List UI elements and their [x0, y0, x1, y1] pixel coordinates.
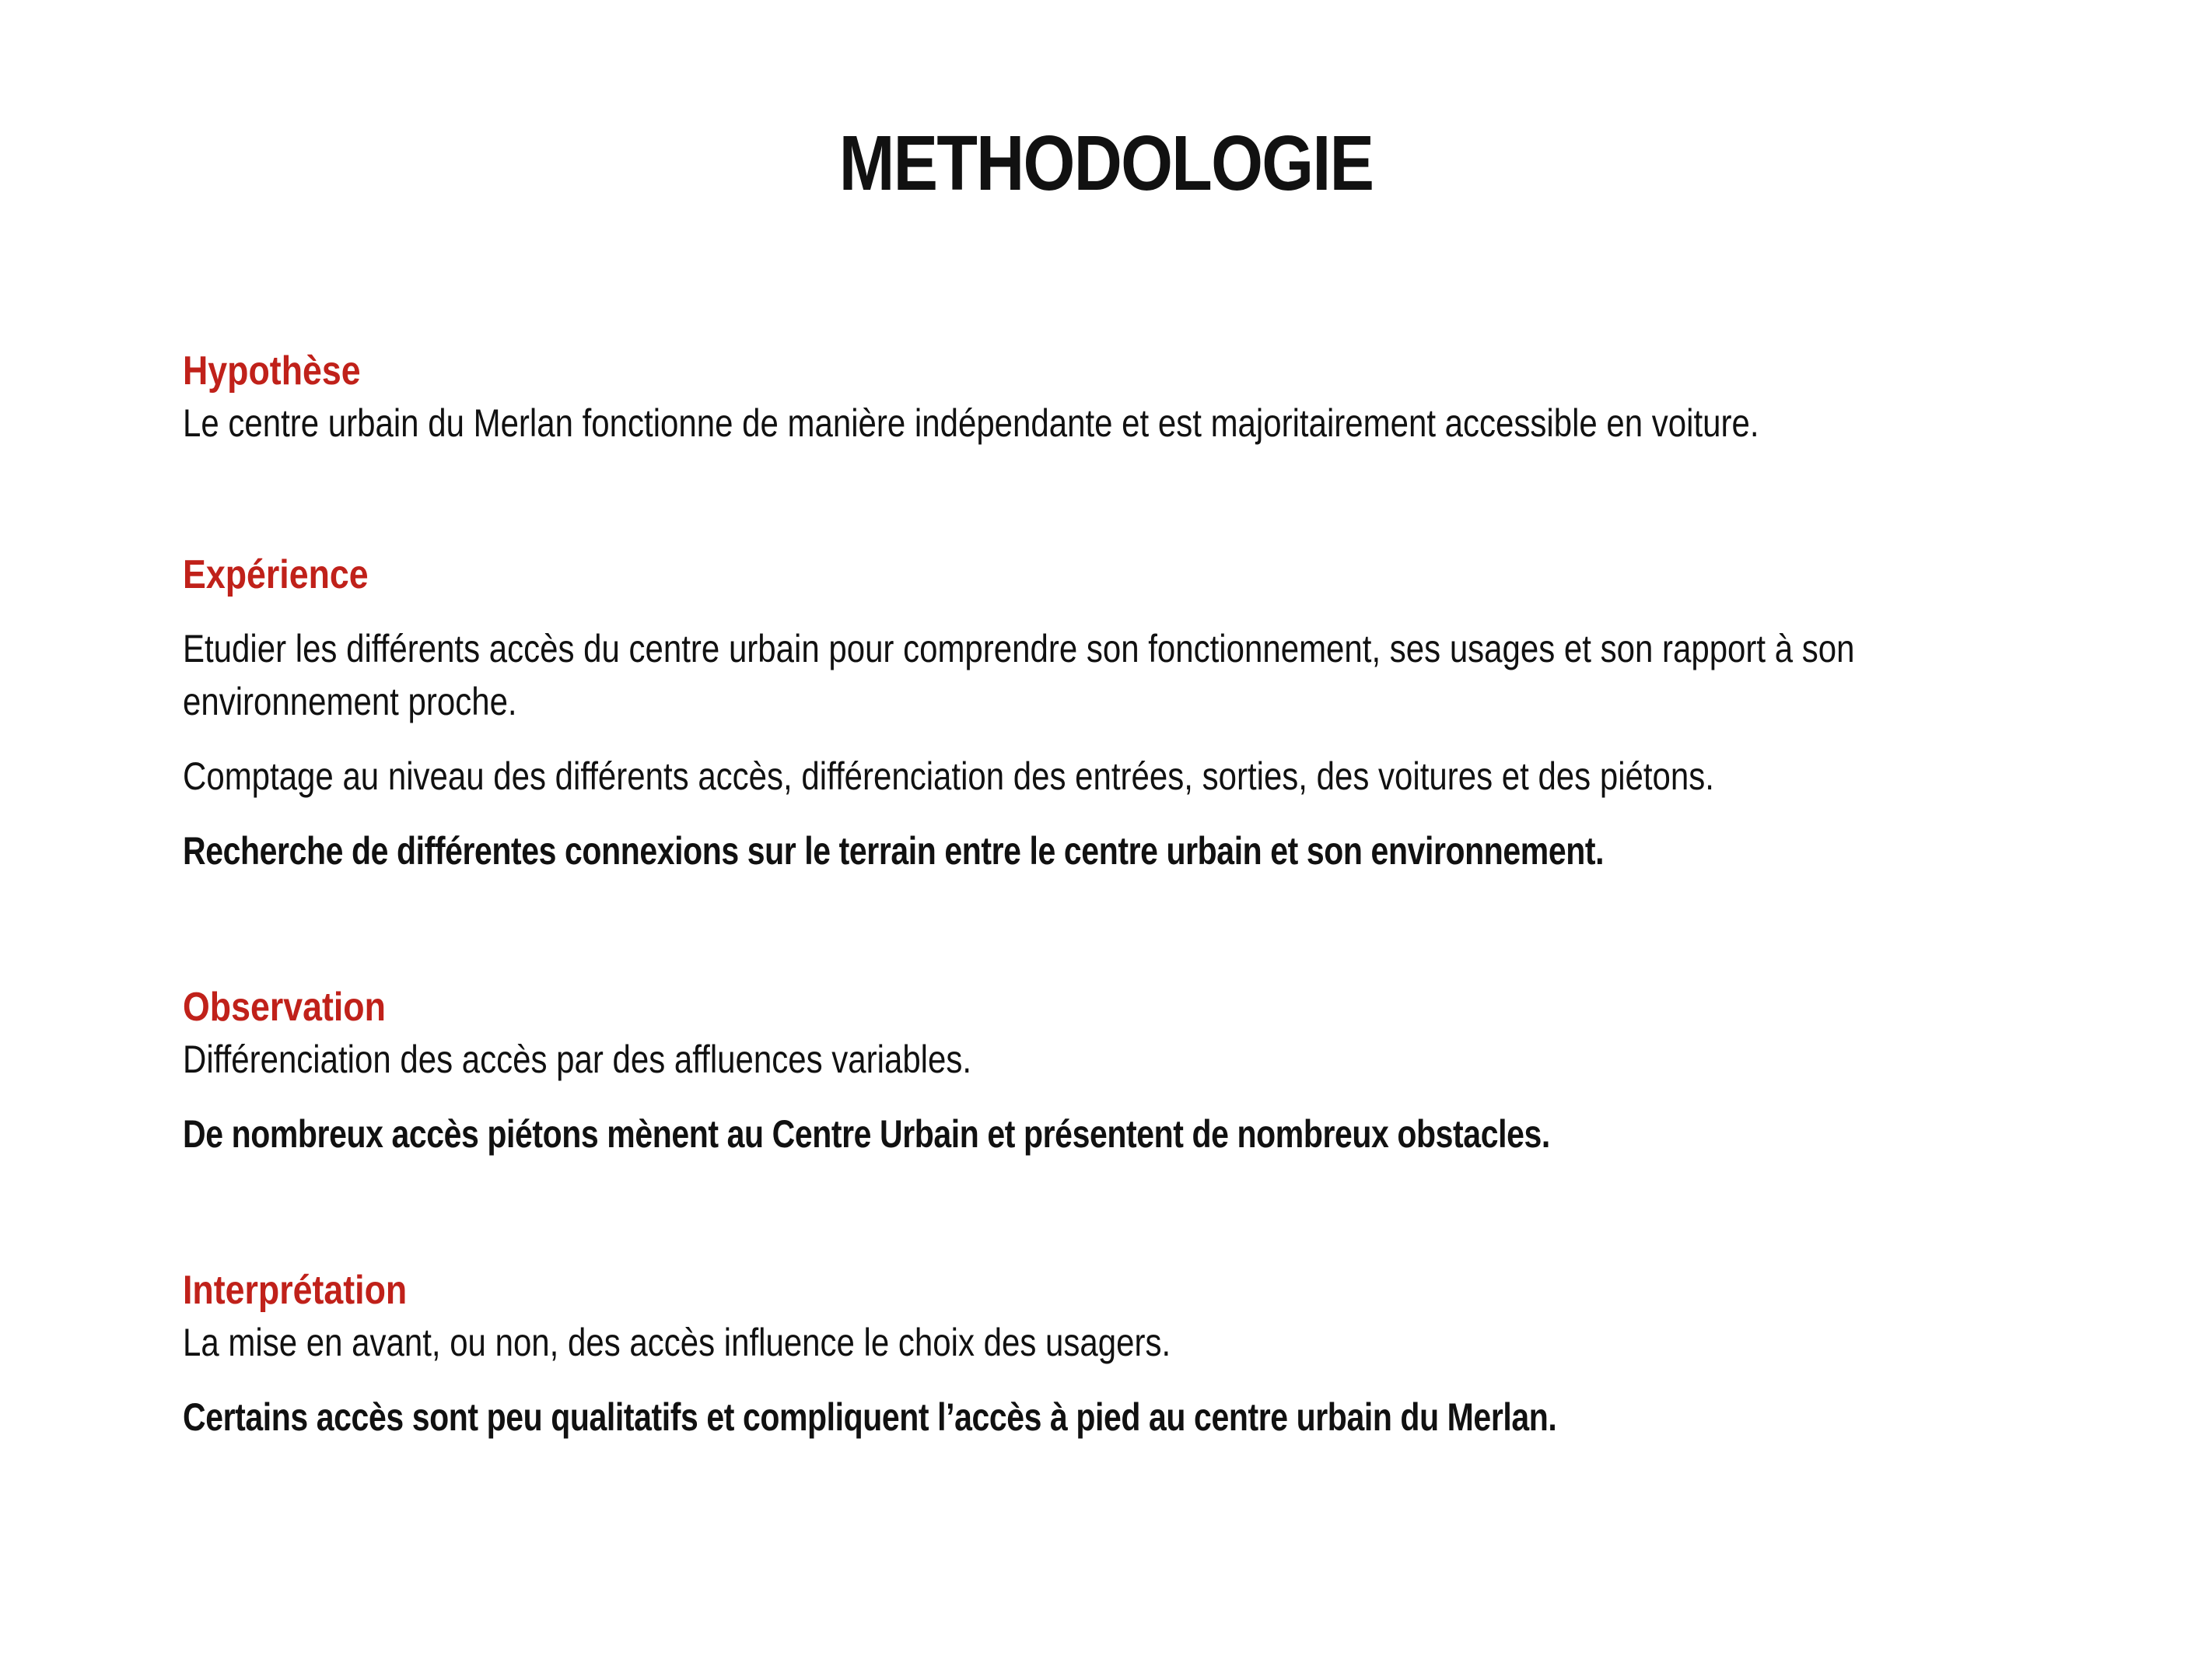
section-hypothese	[183, 345, 2081, 450]
section-heading: Hypothèse	[183, 348, 361, 394]
section-paragraph-emphasis: De nombreux accès piétons mènent au Centre Urbain et présentent de nombreux obstacles.	[183, 1112, 1550, 1156]
section-paragraph: Comptage au niveau des différents accès, différenciation des entrées, sorties, des voitures et des piétons.	[183, 754, 1714, 798]
section-paragraph: Le centre urbain du Merlan fonctionne de manière indépendante et est majoritairement accessible en voiture.	[183, 401, 1759, 445]
section-paragraph: Etudier les différents accès du centre urbain pour comprendre son fonctionnement, ses usages et son rapport à son environnement proche.	[183, 627, 1855, 723]
section-heading: Expérience	[183, 552, 369, 597]
page-title: METHODOLOGIE	[838, 120, 1374, 207]
section-paragraph: La mise en avant, ou non, des accès influence le choix des usagers.	[183, 1321, 1171, 1364]
section-experience	[183, 549, 2081, 877]
section-interpretation	[183, 1265, 2081, 1444]
section-paragraph-emphasis: Certains accès sont peu qualitatifs et compliquent l’accès à pied au centre urbain du Merlan.	[183, 1395, 1557, 1439]
section-paragraph: Différenciation des accès par des affluences variables.	[183, 1038, 972, 1081]
section-heading: Observation	[183, 985, 386, 1030]
section-paragraph-emphasis: Recherche de différentes connexions sur le terrain entre le centre urbain et son environnement.	[183, 829, 1605, 873]
section-observation	[183, 982, 2081, 1160]
section-heading: Interprétation	[183, 1268, 408, 1313]
